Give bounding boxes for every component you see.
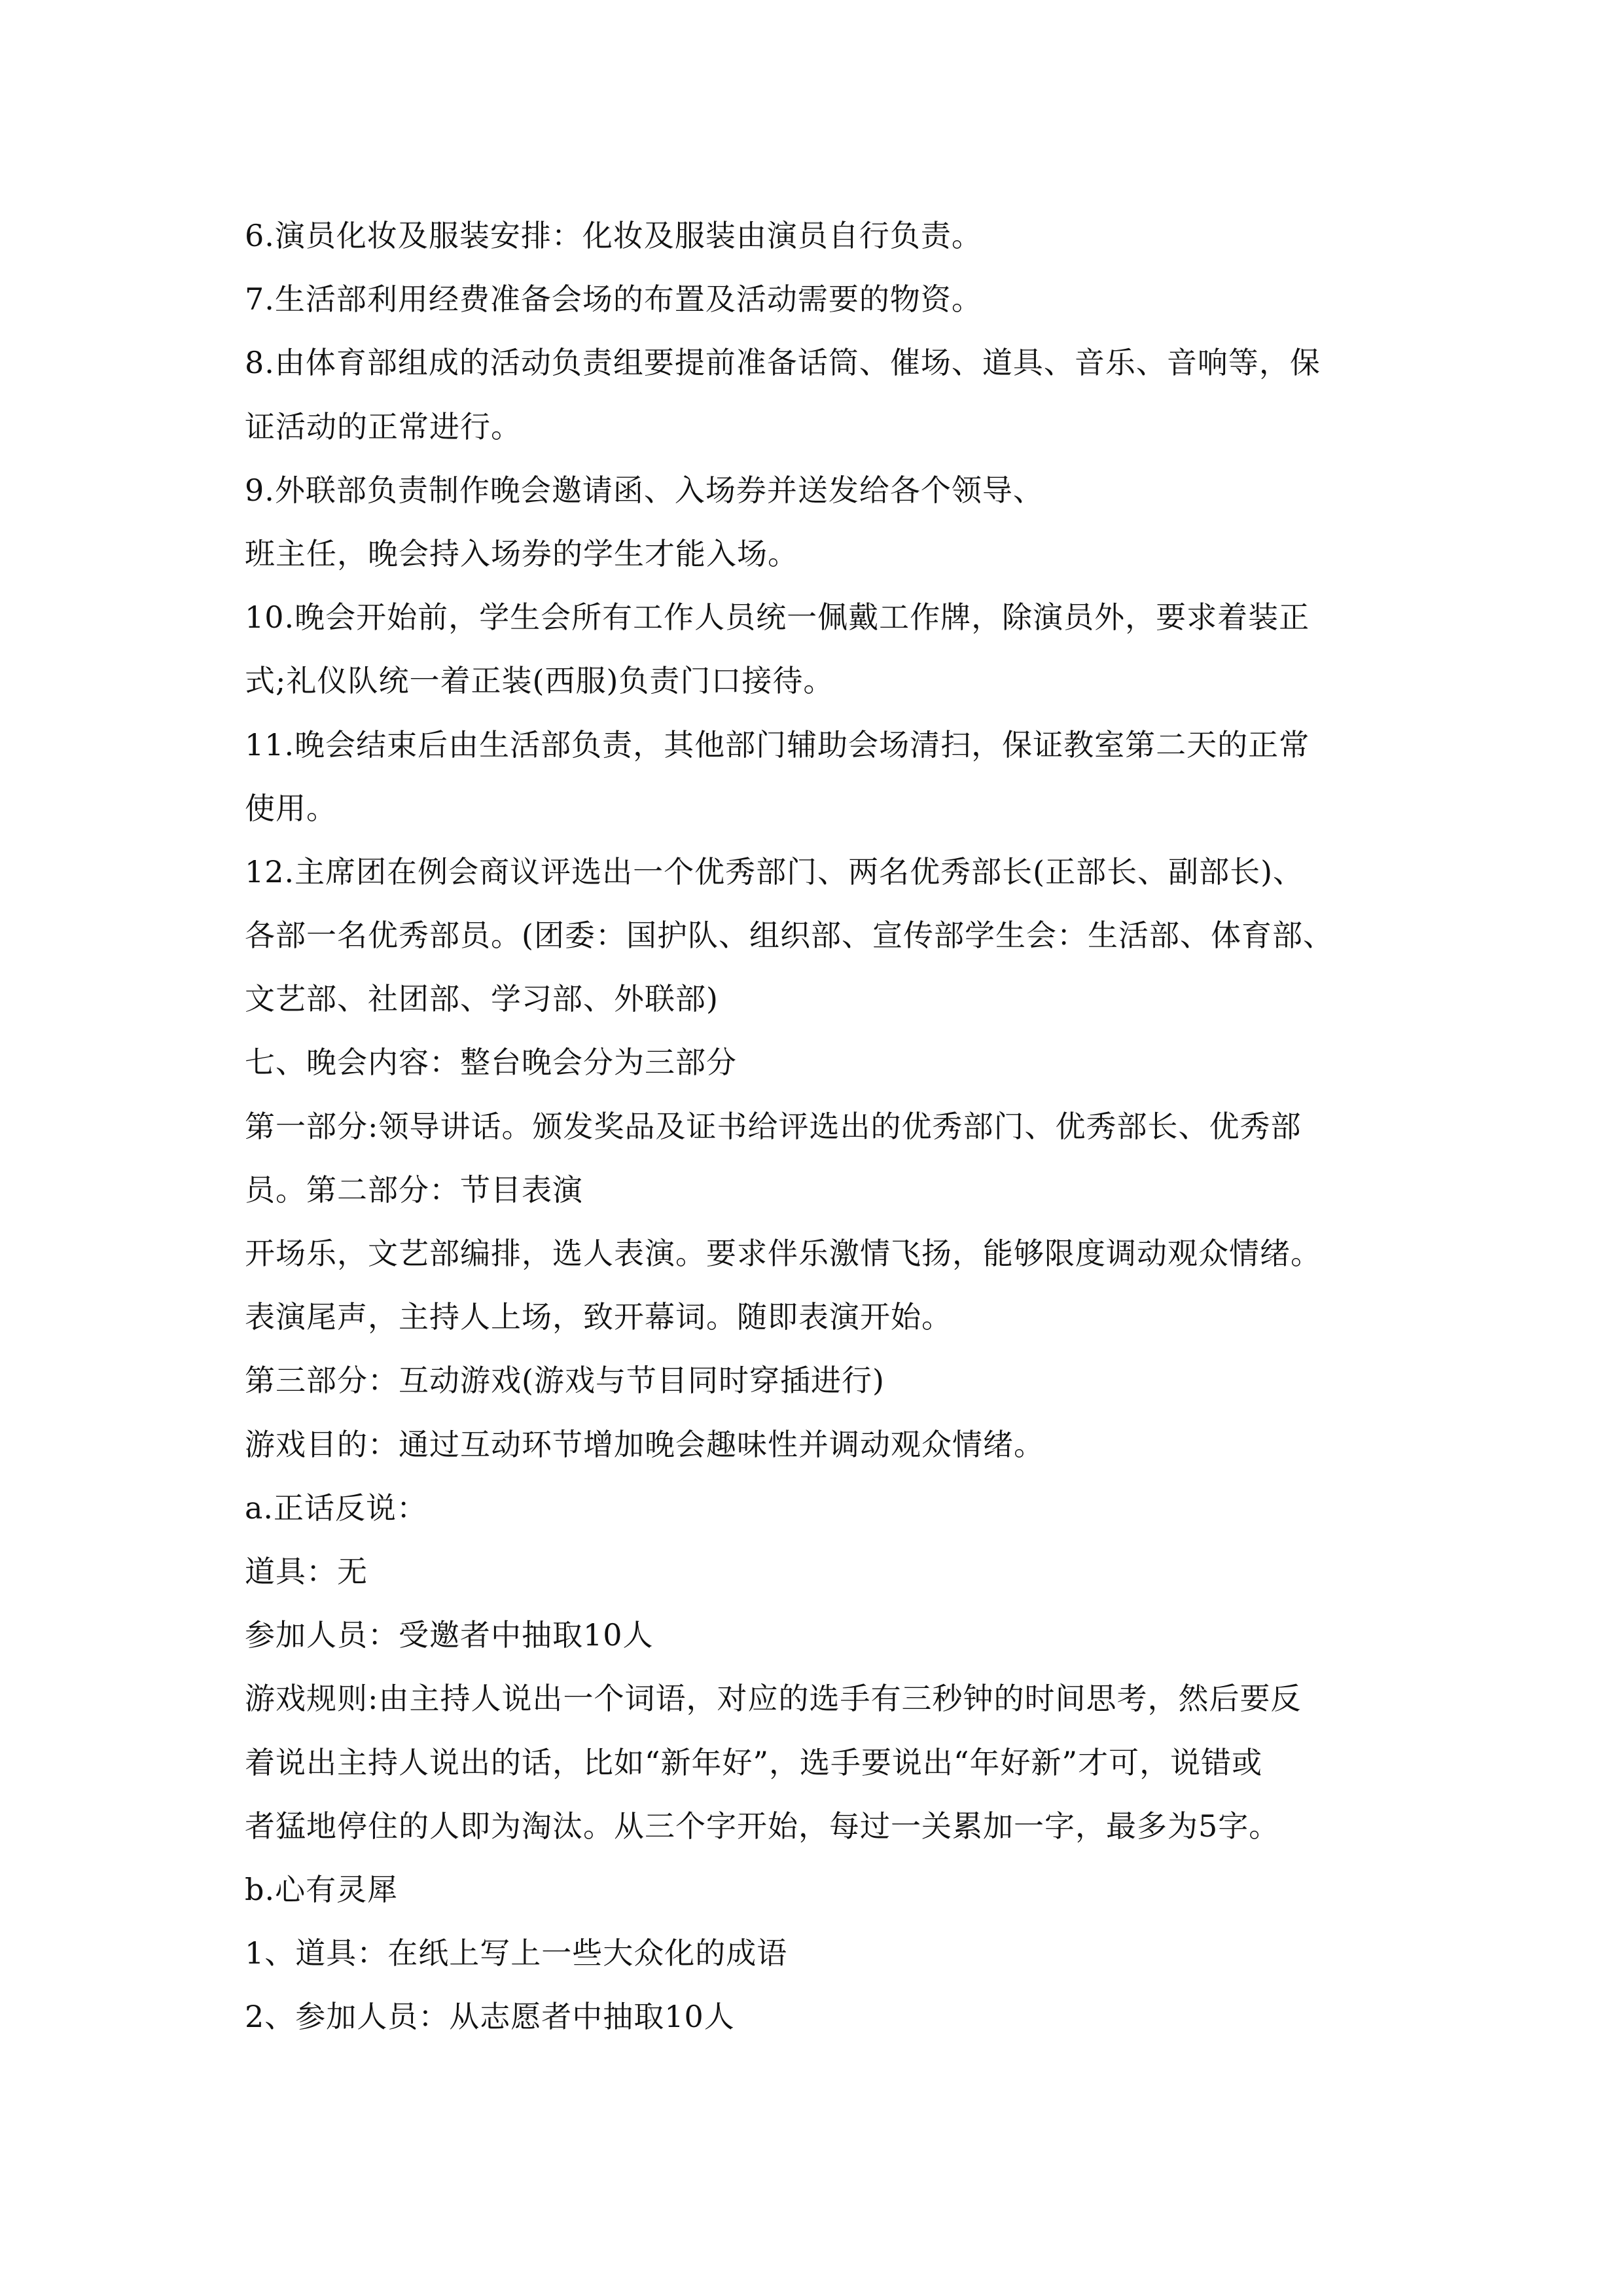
text-line: 表演尾声，主持人上场，致开幕词。随即表演开始。: [245, 1299, 952, 1335]
text-line: 式;礼仪队统一着正装(西服)负责门口接待。: [245, 663, 834, 699]
text-line: 证活动的正常进行。: [245, 408, 522, 444]
text-line: 参加人员：受邀者中抽取10人: [245, 1617, 654, 1653]
subsection-heading: a.正话反说：: [245, 1490, 428, 1526]
text-line: 游戏目的：通过互动环节增加晚会趣味性并调动观众情绪。: [245, 1426, 1044, 1462]
section-heading: 七、晚会内容：整台晚会分为三部分: [245, 1045, 737, 1081]
text-line: 员。第二部分：节目表演: [245, 1172, 583, 1208]
text-line: 6.演员化妆及服装安排：化妆及服装由演员自行负责。: [245, 218, 982, 253]
text-line: 9.外联部负责制作晚会邀请函、入场券并送发给各个领导、: [245, 472, 1044, 508]
text-line: 使用。: [245, 790, 337, 826]
text-line: 第三部分：互动游戏(游戏与节目同时穿插进行): [245, 1363, 885, 1399]
text-line: 着说出主持人说出的话，比如“新年好”，选手要说出“年好新”才可，说错或: [245, 1744, 1263, 1780]
subsection-heading: b.心有灵犀: [245, 1871, 399, 1907]
text-line: 道具：无: [245, 1553, 368, 1589]
text-line: 11.晚会结束后由生活部负责，其他部门辅助会场清扫，保证教室第二天的正常: [245, 726, 1310, 762]
text-line: 第一部分:领导讲话。颁发奖品及证书给评选出的优秀部门、优秀部长、优秀部: [245, 1108, 1302, 1144]
document-body: [245, 204, 1397, 2049]
text-line: 班主任，晚会持入场券的学生才能入场。: [245, 535, 798, 571]
text-line: 文艺部、社团部、学习部、外联部): [245, 981, 719, 1017]
text-line: 游戏规则:由主持人说出一个词语，对应的选手有三秒钟的时间思考，然后要反: [245, 1681, 1302, 1717]
text-line: 者猛地停住的人即为淘汰。从三个字开始，每过一关累加一字，最多为5字。: [245, 1808, 1280, 1844]
text-line: 8.由体育部组成的活动负责组要提前准备话筒、催场、道具、音乐、音响等，保: [245, 345, 1321, 381]
text-line: 各部一名优秀部员。(团委：国护队、组织部、宣传部学生会：生活部、体育部、: [245, 918, 1334, 954]
text-line: 开场乐，文艺部编排，选人表演。要求伴乐激情飞扬，能够限度调动观众情绪。: [245, 1236, 1321, 1271]
text-line: 7.生活部利用经费准备会场的布置及活动需要的物资。: [245, 281, 982, 317]
text-line: 10.晚会开始前，学生会所有工作人员统一佩戴工作牌，除演员外，要求着装正: [245, 600, 1310, 636]
text-line: 2、参加人员：从志愿者中抽取10人: [245, 1999, 735, 2035]
text-line: 12.主席团在例会商议评选出一个优秀部门、两名优秀部长(正部长、副部长)、: [245, 853, 1304, 889]
text-line: 1、道具：在纸上写上一些大众化的成语: [245, 1935, 788, 1971]
